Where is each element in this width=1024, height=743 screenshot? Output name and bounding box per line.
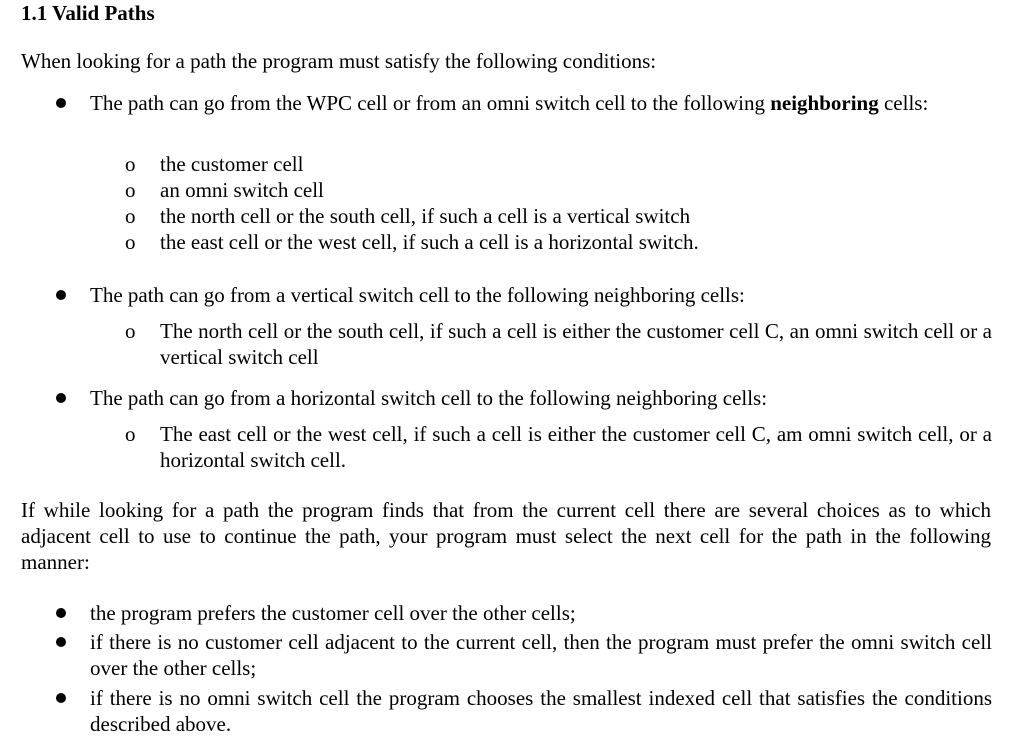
sub-marker: o: [125, 152, 136, 176]
bullet-dot: [56, 637, 66, 647]
rule-2-subitem: The north cell or the south cell, if such a cell is either the customer cell C, an omni switch cell or a vertical switch cell: [160, 319, 992, 369]
rule-3-subitem: The east cell or the west cell, if such a cell is either the customer cell C, am omni switch cell, or a horizontal switch cell.: [160, 422, 992, 472]
sub-marker: o: [125, 204, 136, 228]
selection-item: if there is no customer cell adjacent to the current cell, then the program must prefer the omni switch cell over the other cells;: [90, 630, 992, 680]
intro-paragraph: When looking for a path the program must satisfy the following conditions:: [21, 49, 657, 73]
rule-1-text-before: The path can go from the WPC cell or from an omni switch cell to the following: [90, 91, 771, 115]
rule-1-subitem: an omni switch cell: [160, 178, 324, 202]
sub-marker: o: [125, 319, 136, 343]
rule-1-subitem: the north cell or the south cell, if such a cell is a vertical switch: [160, 204, 691, 228]
bullet-dot: [56, 693, 66, 703]
sub-marker: o: [125, 422, 136, 446]
selection-item: the program prefers the customer cell over the other cells;: [90, 601, 576, 625]
rule-1-text-after: cells:: [878, 91, 929, 115]
rule-3-text: The path can go from a horizontal switch cell to the following neighboring cells:: [90, 386, 768, 410]
section-heading: 1.1 Valid Paths: [21, 1, 155, 25]
selection-item: if there is no omni switch cell the program chooses the smallest indexed cell that satisfies the conditions described above.: [90, 686, 992, 736]
rule-1-text: [90, 90, 992, 116]
bullet-dot: [56, 290, 66, 300]
selection-paragraph: If while looking for a path the program finds that from the current cell there are several choices as to which adjacent cell to use to continue the path, your program must select the next cell for the path in the following manner:: [21, 498, 991, 574]
bullet-dot: [56, 608, 66, 618]
bullet-dot: [56, 393, 66, 403]
sub-marker: o: [125, 230, 136, 254]
bullet-dot: [56, 98, 66, 108]
rule-1-subitem: the east cell or the west cell, if such a cell is a horizontal switch.: [160, 230, 699, 254]
rule-1-subitem: the customer cell: [160, 152, 304, 176]
sub-marker: o: [125, 178, 136, 202]
rule-1-text-bold: neighboring: [770, 91, 879, 115]
rule-2-text: The path can go from a vertical switch cell to the following neighboring cells:: [90, 283, 745, 307]
